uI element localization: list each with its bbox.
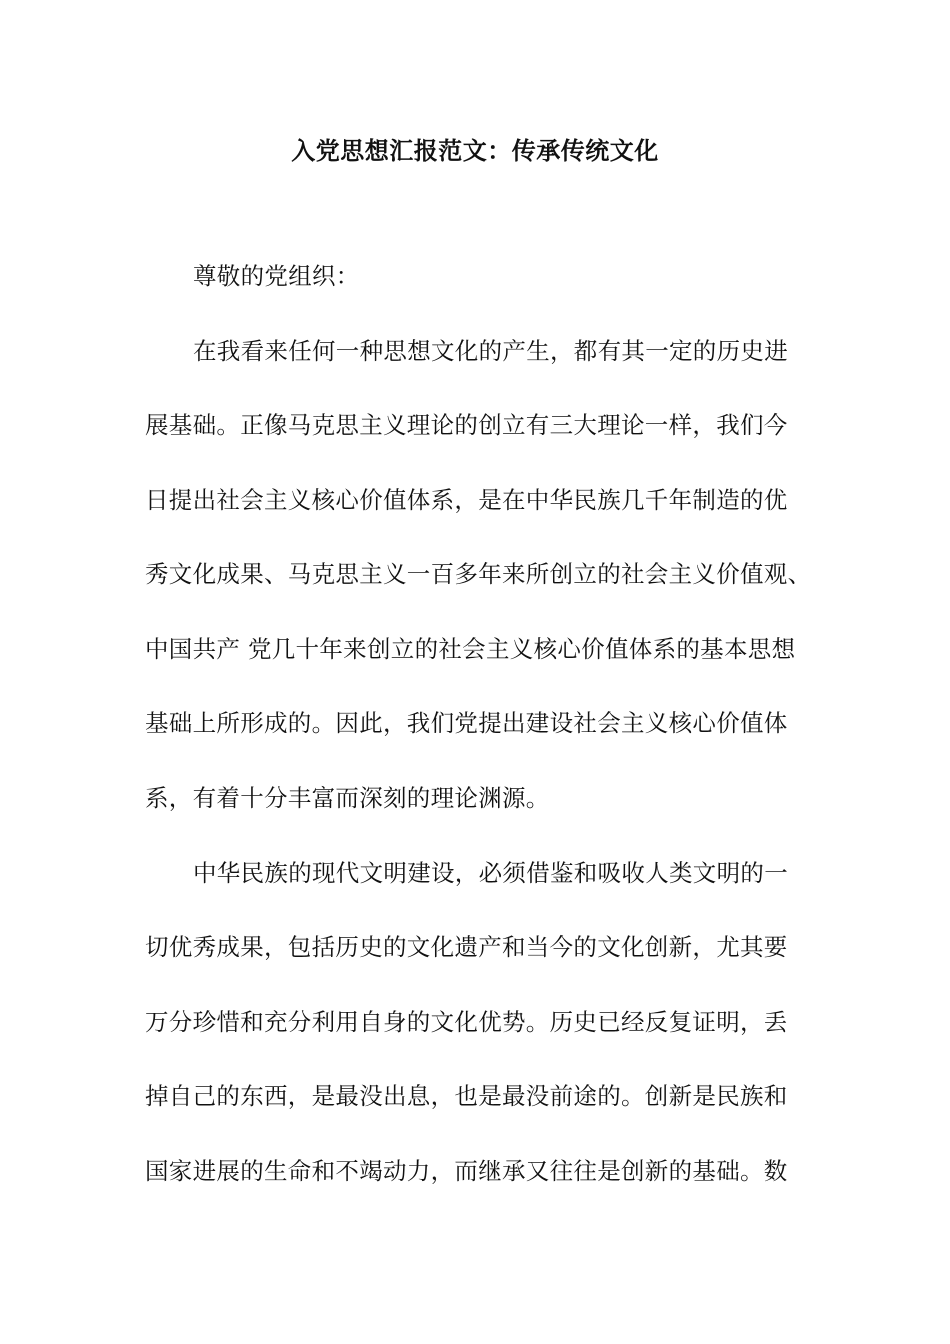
paragraph-line: 掉自己的东西，是最没出息，也是最没前途的。创新是民族和 xyxy=(145,1082,788,1110)
paragraph-line: 切优秀成果，包括历史的文化遗产和当今的文化创新，尤其要 xyxy=(145,933,788,961)
paragraph-line: 展基础。正像马克思主义理论的创立有三大理论一样，我们今 xyxy=(145,411,788,439)
paragraph-line: 中国共产 党几十年来创立的社会主义核心价值体系的基本思想 xyxy=(145,635,796,663)
paragraph-line: 在我看来任何一种思想文化的产生，都有其一定的历史进 xyxy=(193,337,788,365)
paragraph-line: 基础上所形成的。因此，我们党提出建设社会主义核心价值体 xyxy=(145,709,788,737)
paragraph-line: 国家进展的生命和不竭动力，而继承又往往是创新的基础。数 xyxy=(145,1157,788,1185)
paragraph-line: 万分珍惜和充分利用自身的文化优势。历史已经反复证明，丢 xyxy=(145,1008,788,1036)
document-title: 入党思想汇报范文：传承传统文化 xyxy=(291,136,659,165)
paragraph-line: 秀文化成果、马克思主义一百多年来所创立的社会主义价值观、 xyxy=(145,560,812,588)
paragraph-line: 中华民族的现代文明建设，必须借鉴和吸收人类文明的一 xyxy=(193,859,788,887)
paragraph-line: 系，有着十分丰富而深刻的理论渊源。 xyxy=(145,784,550,812)
salutation: 尊敬的党组织： xyxy=(193,262,360,290)
paragraph-line: 日提出社会主义核心价值体系，是在中华民族几千年制造的优 xyxy=(145,486,788,514)
